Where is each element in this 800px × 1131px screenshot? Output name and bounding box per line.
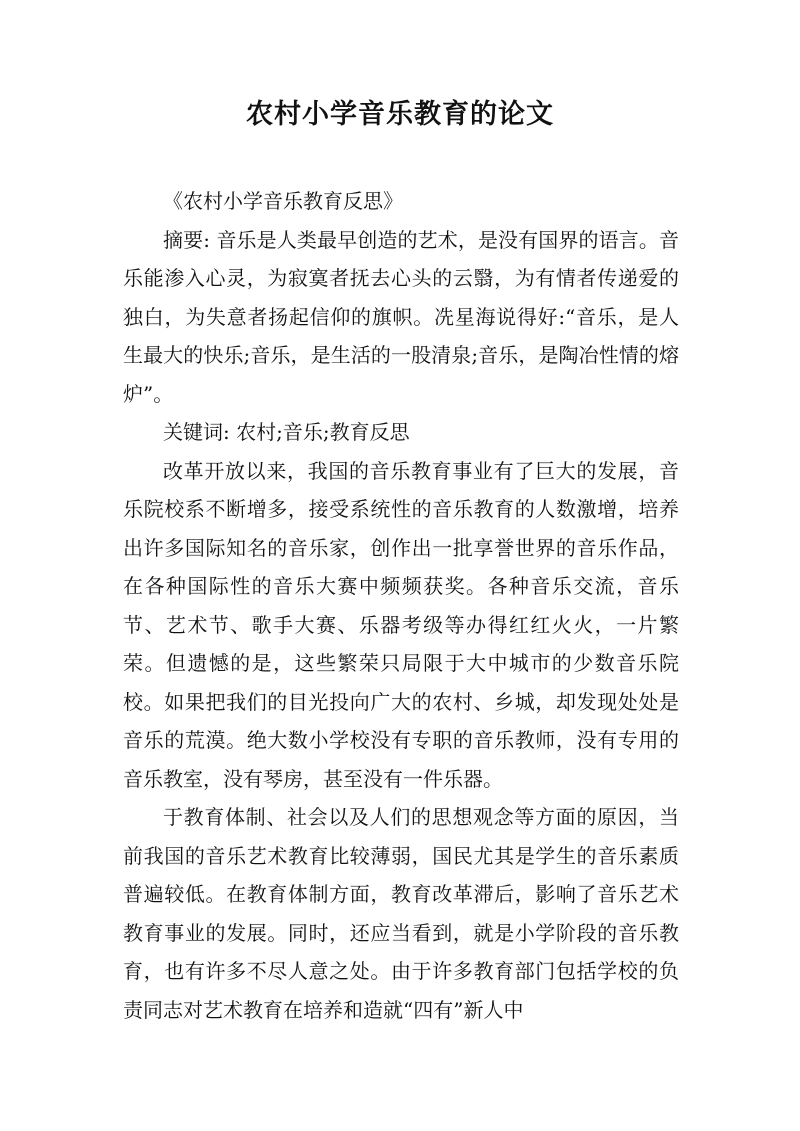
document-body (123, 182, 679, 1029)
body-paragraph: 于教育体制、社会以及人们的思想观念等方面的原因，当前我国的音乐艺术教育比较薄弱，国民尤其是学生的音乐素质普遍较低。在教育体制方面，教育改革滞后，影响了音乐艺术教育事业的发展。同时，还应当看到，就是小学阶段的音乐教育，也有许多不尽人意之处。由于许多教育部门包括学校的负责同志对艺术教育在培养和造就“四有”新人中 (123, 805, 679, 1022)
abstract-paragraph: 摘要: 音乐是人类最早创造的艺术，是没有国界的语言。音乐能渗入心灵，为寂寞者抚去心头的云翳，为有情者传递爱的独白，为失意者扬起信仰的旗帜。冼星海说得好:“音乐，是人生最大的快乐;音乐，是生活的一股清泉;音乐，是陶冶性情的熔炉”。 (123, 227, 679, 406)
keywords-paragraph: 关键词: 农村;音乐;教育反思 (163, 420, 410, 444)
subtitle-paragraph: 《农村小学音乐教育反思》 (163, 189, 403, 213)
body-paragraph: 改革开放以来，我国的音乐教育事业有了巨大的发展，音乐院校系不断增多，接受系统性的音乐教育的人数激增，培养出许多国际知名的音乐家，创作出一批享誉世界的音乐作品，在各种国际性的音乐大赛中频频获奖。各种音乐交流，音乐节、艺术节、歌手大赛、乐器考级等办得红红火火，一片繁荣。但遗憾的是，这些繁荣只局限于大中城市的少数音乐院校。如果把我们的目光投向广大的农村、乡城，却发现处处是音乐的荒漠。绝大数小学校没有专职的音乐教师，没有专用的音乐教室，没有琴房，甚至没有一件乐器。 (123, 458, 679, 791)
document-title: 农村小学音乐教育的论文 (246, 99, 554, 130)
